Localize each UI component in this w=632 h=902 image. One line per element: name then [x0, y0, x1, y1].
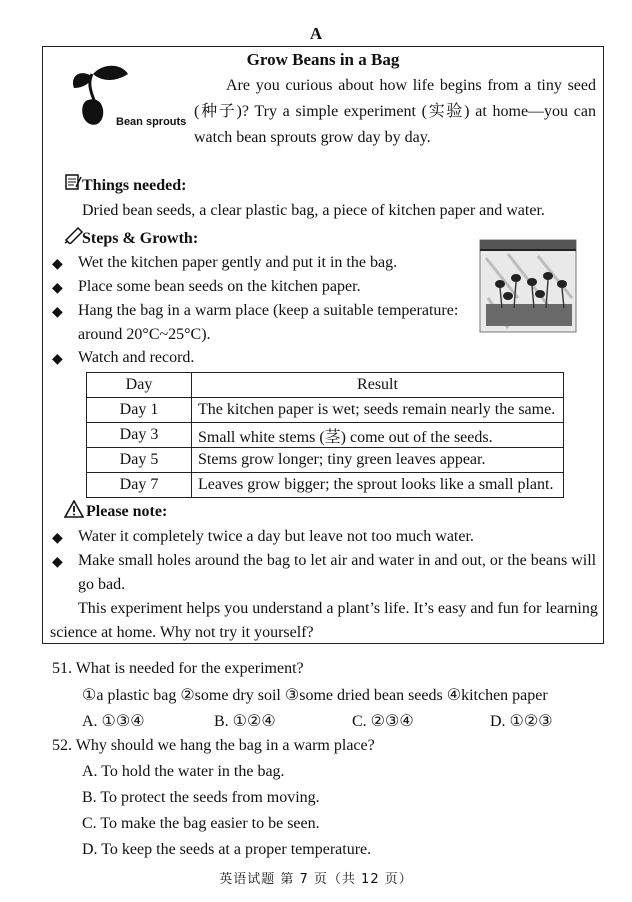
- answer-option[interactable]: A. To hold the water in the bag.: [82, 763, 285, 780]
- step-item-continued: around 20°C~25°C).: [78, 326, 211, 343]
- note-item: Make small holes around the bag to let air and water in and out, or the beans will: [78, 552, 597, 569]
- results-table: [86, 372, 564, 498]
- table-header-row: [87, 373, 564, 398]
- table-cell-result: Small white stems (茎) come out of the seeds.: [192, 423, 564, 448]
- table-cell-day: Day 3: [87, 423, 192, 448]
- diamond-bullet-icon: ◆: [52, 555, 63, 570]
- notepad-icon: [64, 173, 82, 191]
- bean-sprout-illustration: [66, 60, 136, 140]
- note-heading: Please note:: [86, 503, 168, 520]
- closing-line-1: This experiment helps you understand a plant’s life. It’s easy and fun for learning: [78, 600, 598, 617]
- answer-option[interactable]: B. ①②④: [214, 713, 276, 730]
- answer-option[interactable]: D. To keep the seeds at a proper temperature.: [82, 841, 372, 858]
- warning-icon: [64, 500, 84, 518]
- table-cell-result: Stems grow longer; tiny green leaves appear.: [192, 448, 564, 473]
- step-item: Watch and record.: [78, 349, 195, 366]
- closing-line-2: science at home. Why not try it yourself?: [50, 624, 314, 641]
- table-row: [87, 448, 564, 473]
- question-52-stem: 52. Why should we hang the bag in a warm place?: [52, 737, 375, 754]
- intro-text: Are you curious about how life begins from a tiny seed (种子)? Try a simple experiment (实验) at home—you can watch bean sprouts grow day by day.: [194, 77, 596, 146]
- table-header-day: Day: [87, 373, 192, 398]
- diamond-bullet-icon: ◆: [52, 305, 63, 320]
- section-label: A: [309, 24, 323, 43]
- note-item-continued: go bad.: [78, 576, 126, 593]
- diamond-bullet-icon: ◆: [52, 352, 63, 367]
- sprout-label: Bean sprouts: [116, 116, 187, 128]
- answer-option[interactable]: B. To protect the seeds from moving.: [82, 789, 320, 806]
- answer-option[interactable]: C. ②③④: [352, 713, 414, 730]
- note-item: Water it completely twice a day but leave not too much water.: [78, 528, 474, 545]
- table-cell-result: Leaves grow bigger; the sprout looks like a small plant.: [192, 473, 564, 498]
- diamond-bullet-icon: ◆: [52, 257, 63, 272]
- table-row: [87, 473, 564, 498]
- step-item: Wet the kitchen paper gently and put it in the bag.: [78, 254, 398, 271]
- step-item: Hang the bag in a warm place (keep a suitable temperature:: [78, 302, 459, 319]
- pencil-icon: [64, 226, 84, 244]
- step-item: Place some bean seeds on the kitchen paper.: [78, 278, 361, 295]
- bag-photo: [478, 238, 578, 334]
- answer-option[interactable]: C. To make the bag easier to be seen.: [82, 815, 320, 832]
- table-cell-day: Day 1: [87, 398, 192, 423]
- table-cell-day: Day 5: [87, 448, 192, 473]
- things-needed-text: Dried bean seeds, a clear plastic bag, a piece of kitchen paper and water.: [82, 202, 545, 219]
- question-51-items: ①a plastic bag ②some dry soil ③some dried bean seeds ④kitchen paper: [82, 687, 548, 704]
- answer-option[interactable]: A. ①③④: [82, 713, 145, 730]
- steps-heading: Steps & Growth:: [82, 230, 199, 247]
- passage-title: Grow Beans in a Bag: [246, 50, 400, 69]
- table-cell-day: Day 7: [87, 473, 192, 498]
- table-cell-result: The kitchen paper is wet; seeds remain nearly the same.: [192, 398, 564, 423]
- diamond-bullet-icon: ◆: [52, 281, 63, 296]
- things-needed-heading: Things needed:: [82, 177, 187, 194]
- table-row: [87, 398, 564, 423]
- question-51-stem: 51. What is needed for the experiment?: [52, 660, 304, 677]
- diamond-bullet-icon: ◆: [52, 531, 63, 546]
- table-row: [87, 423, 564, 448]
- answer-option[interactable]: D. ①②③: [490, 713, 553, 730]
- table-header-result: Result: [192, 373, 564, 398]
- page-footer: 英语试题 第 7 页（共 12 页）: [219, 872, 413, 887]
